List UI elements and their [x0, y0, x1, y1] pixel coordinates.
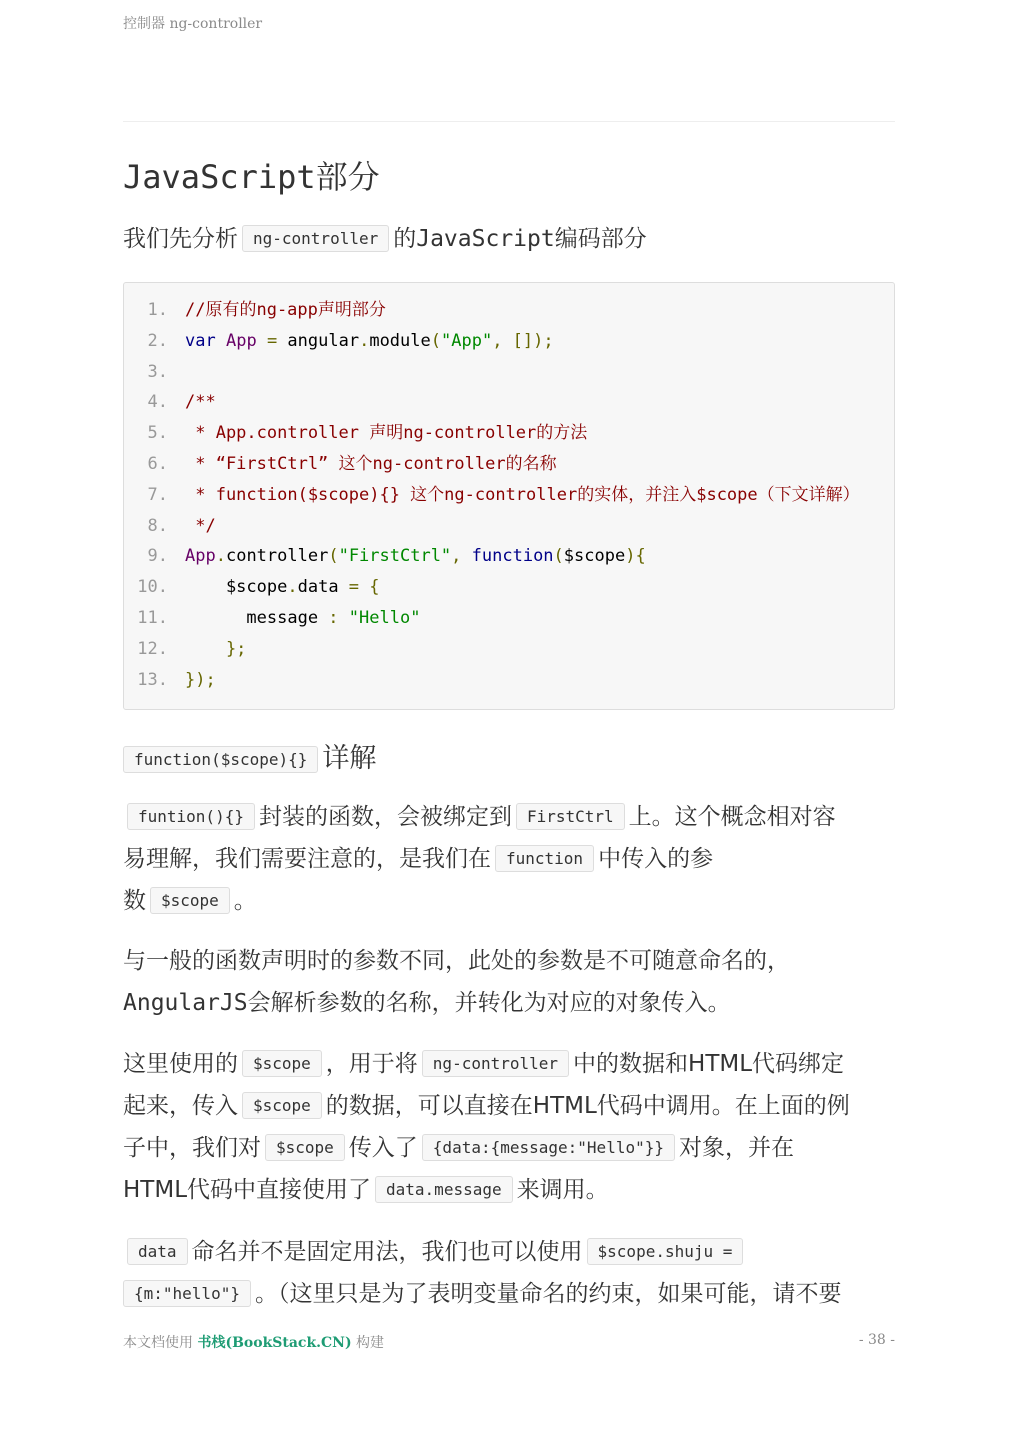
- inline-code: $scope: [242, 1050, 322, 1077]
- inline-code: {data:{message:"Hello"}}: [422, 1134, 675, 1161]
- inline-code: ng-controller: [422, 1050, 569, 1077]
- code-token: };: [185, 638, 247, 659]
- code-token: controller: [225, 546, 329, 567]
- inline-code: funtion(){}: [127, 803, 255, 830]
- code-line: [124, 603, 420, 634]
- code-token: "App": [441, 330, 493, 351]
- code-line: [124, 634, 246, 665]
- paragraph-2: 与一般的函数声明时的参数不同，此处的参数是不可随意命名的， AngularJS会解析参数的名称，并转化为对应的对象传入。: [123, 948, 790, 1016]
- code-token: [339, 608, 349, 628]
- code-token: * “FirstCtrl” 这个ng-controller的名称: [185, 454, 557, 474]
- code-token: =: [266, 330, 278, 351]
- code-token: ,: [451, 546, 472, 567]
- code-line: [124, 541, 646, 572]
- page-footer: 本文档使用 书栈(BookStack.CN) 构建 - 38 -: [123, 1332, 895, 1351]
- code-token: ){: [625, 546, 646, 567]
- inline-code: $scope.shuju =: [587, 1238, 744, 1265]
- code-token: module: [369, 330, 431, 351]
- line-number: 12.: [137, 638, 168, 659]
- line-number: 7.: [147, 484, 168, 505]
- bookstack-link[interactable]: 书栈(BookStack.CN): [197, 1335, 352, 1351]
- line-number: 13.: [137, 669, 168, 690]
- line-number: 2.: [147, 330, 168, 351]
- inline-code: function: [495, 845, 594, 872]
- code-token: function: [471, 546, 554, 567]
- code-token: data: [297, 577, 349, 598]
- code-token: * App.controller 声明ng-controller的方法: [185, 423, 588, 444]
- code-token: $scope: [563, 546, 626, 567]
- paragraph-3: 这里使用的 $scope ，用于将 ng-controller 中的数据和HTML代码绑定 起来，传入 $scope 的数据，可以直接在HTML代码中调用。在上面的例 子中，我们对 $scope 传入了 {data:{message:"Hello"}} 对象，并在 HTML代码中直接使用了 data.message 来调用。: [123, 1051, 850, 1203]
- line-number: 11.: [137, 608, 168, 628]
- code-token: var: [185, 330, 216, 351]
- code-line: [124, 387, 216, 418]
- code-token: [257, 331, 267, 351]
- line-number: 6.: [147, 454, 168, 474]
- code-line: [124, 511, 216, 542]
- running-header: 控制器 ng-controller: [123, 16, 263, 32]
- inline-code: $scope: [265, 1134, 345, 1161]
- code-token: .: [287, 577, 298, 598]
- code-token: (: [430, 330, 441, 351]
- code-line: [124, 572, 380, 603]
- code-token: = {: [348, 577, 380, 598]
- inline-code: $scope: [242, 1092, 322, 1119]
- code-token: (: [553, 546, 564, 567]
- code-line: [124, 665, 216, 696]
- code-line: [124, 326, 554, 357]
- code-token: */: [185, 515, 216, 536]
- code-token: :: [328, 608, 339, 628]
- code-token: });: [185, 669, 216, 690]
- code-token: "FirstCtrl": [338, 546, 452, 567]
- line-number: 8.: [147, 515, 168, 536]
- code-token: , []);: [492, 330, 554, 351]
- inline-code: FirstCtrl: [516, 803, 625, 830]
- header-divider: [123, 121, 895, 122]
- inline-code: data.message: [375, 1176, 513, 1203]
- line-number: 4.: [147, 392, 168, 413]
- code-line: [124, 357, 185, 388]
- line-number: 3.: [147, 361, 168, 382]
- code-token: "Hello": [348, 608, 421, 628]
- code-line: [124, 480, 860, 511]
- subheading: function($scope){} 详解: [123, 736, 376, 775]
- inline-code: $scope: [150, 887, 230, 914]
- line-number: 10.: [137, 577, 168, 598]
- code-token: (: [328, 546, 339, 567]
- page-number: - 38 -: [858, 1332, 895, 1348]
- code-token: angular: [277, 330, 360, 351]
- code-token: //原有的ng-app声明部分: [185, 300, 386, 320]
- code-line: [124, 449, 557, 480]
- inline-code: ng-controller: [242, 225, 389, 252]
- code-token: $scope: [185, 577, 288, 598]
- intro-paragraph: 我们先分析 ng-controller 的JavaScript编码部分: [123, 226, 647, 252]
- code-token: .: [215, 546, 226, 567]
- line-number: 5.: [147, 423, 168, 444]
- code-token: message: [185, 608, 329, 628]
- code-line: [124, 418, 587, 449]
- code-token: .: [359, 330, 370, 351]
- code-token: [216, 331, 226, 351]
- line-number: 1.: [147, 300, 168, 320]
- inline-code: {m:"hello"}: [123, 1280, 251, 1307]
- paragraph-1: funtion(){} 封装的函数，会被绑定到 FirstCtrl 上。这个概念相对容 易理解，我们需要注意的，是我们在 function 中传入的参 数 $scope 。: [123, 804, 836, 914]
- code-block: [123, 282, 895, 710]
- paragraph-4: data 命名并不是固定用法，我们也可以使用 $scope.shuju = {m:"hello"} 。（这里只是为了表明变量命名的约束，如果可能，请不要: [123, 1231, 841, 1315]
- inline-code: function($scope){}: [123, 746, 318, 773]
- section-title: JavaScript部分: [123, 158, 380, 196]
- code-token: * function($scope){} 这个ng-controller的实体，并注入$scope（下文详解）: [185, 484, 860, 505]
- inline-code: data: [127, 1238, 188, 1265]
- code-token: /**: [185, 392, 216, 413]
- code-line: [124, 295, 386, 326]
- line-number: 9.: [147, 546, 168, 567]
- code-token: App: [225, 330, 257, 351]
- code-token: App: [185, 546, 216, 567]
